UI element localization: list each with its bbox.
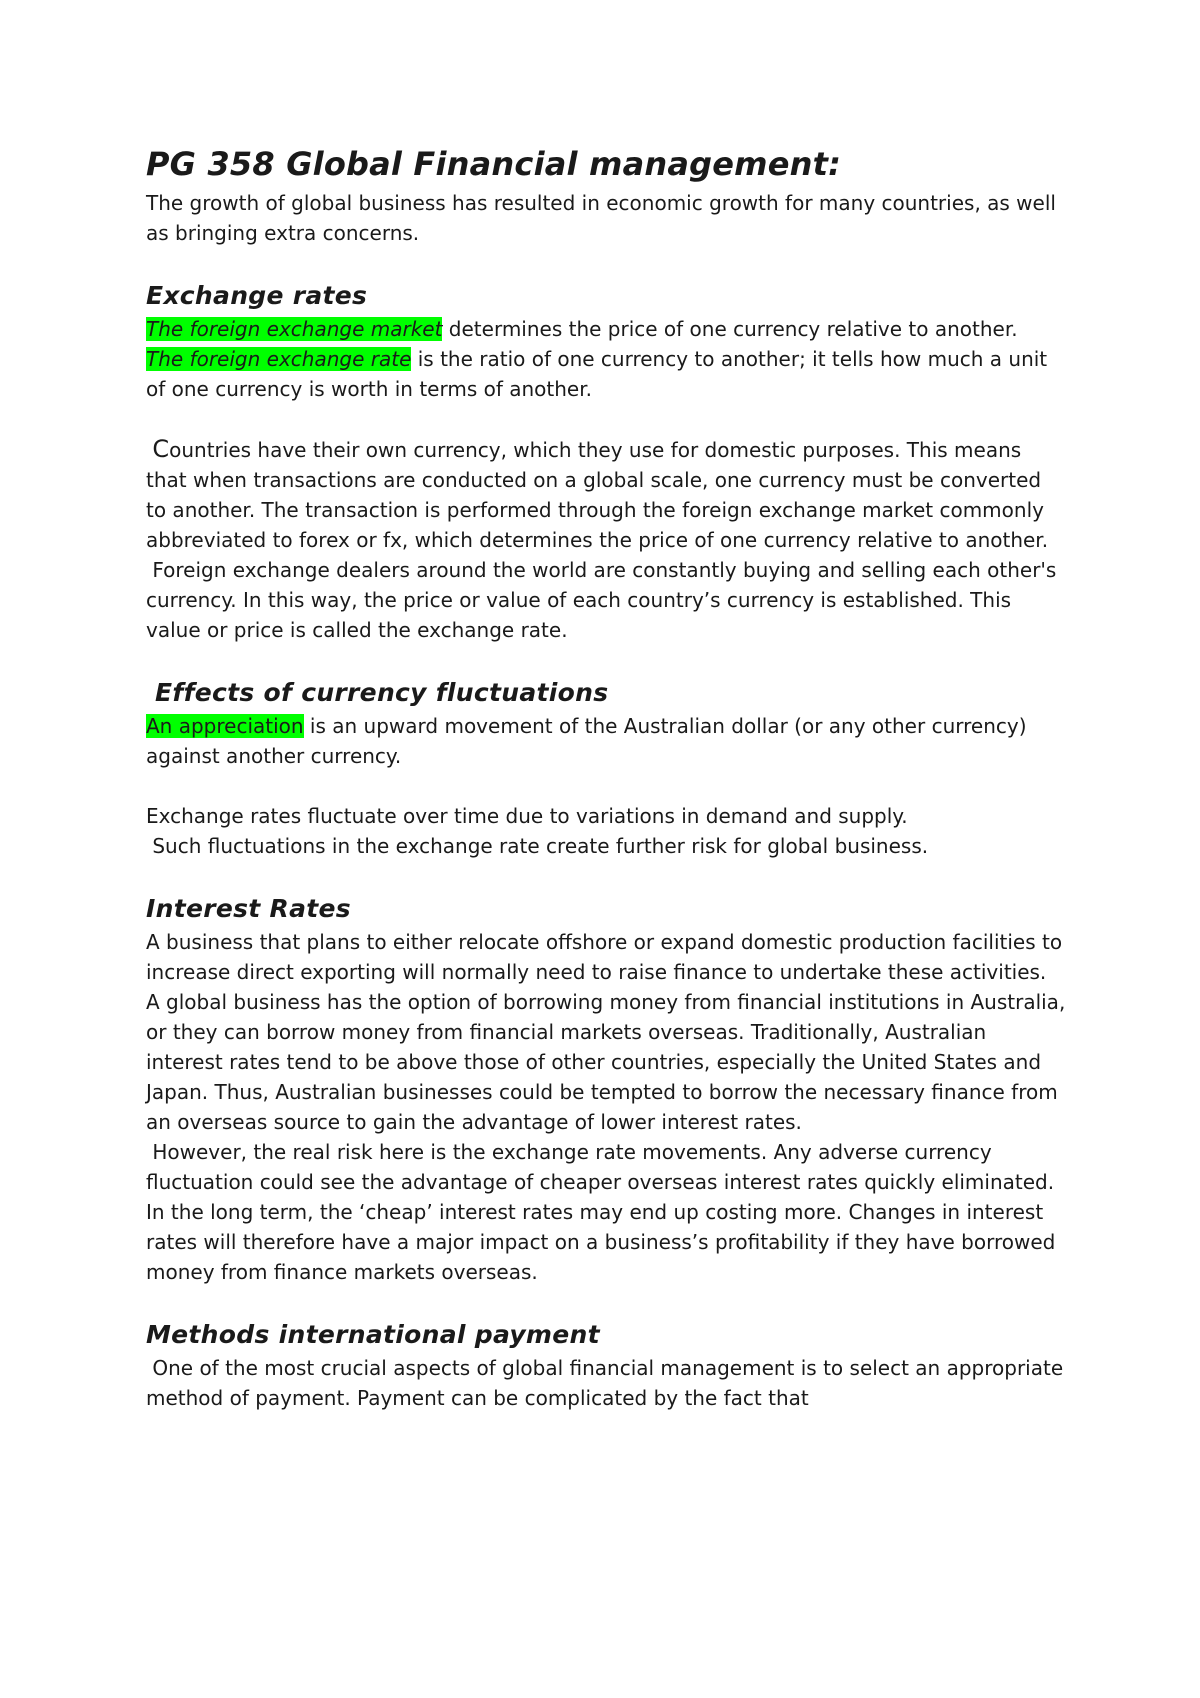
appreciation-text: is an upward movement of the Australian dollar (or any other currency) against another currency.: [146, 714, 1027, 768]
spacer: [146, 645, 1066, 675]
risk-text: Such fluctuations in the exchange rate create further risk for global business.: [152, 834, 929, 858]
drop-letter: C: [152, 435, 170, 463]
exchange-risk-text: However, the real risk here is the exchange rate movements. Any adverse currency fluctuation could see the advantage of cheaper overseas interest rates quickly eliminated. In the long term, the ‘cheap’ interest rates may end up costing more. Changes in interest rates will therefore have a major impact on a business’s profitability if they have borrowed money from finance markets overseas.: [146, 1140, 1056, 1284]
dealers-text: Foreign exchange dealers around the world are constantly buying and selling each other's currency. In this way, the price or value of each country’s currency is established. This value or price is called the exchange rate.: [146, 558, 1057, 642]
interest-rates-paragraph: A business that plans to either relocate offshore or expand domestic production facilities to increase direct exporting will normally need to raise finance to undertake these activities. A global business has the option of borrowing money from financial institutions in Australia, or they can borrow money from financial markets overseas. Traditionally, Australian interest rates tend to be above those of other countries, especially the United States and Japan. Thus, Australian businesses could be tempted to borrow the necessary finance from an overseas source to gain the advantage of lower interest rates.: [146, 930, 1066, 1134]
exchange-rate-text: is the ratio of one currency to another; it tells how much a unit of one currency is worth in terms of another.: [146, 347, 1048, 401]
highlight-appreciation: An appreciation: [146, 714, 304, 738]
highlight-foreign-exchange-market: The foreign exchange market: [146, 317, 443, 341]
risk-paragraph: [146, 831, 1066, 861]
document-title: PG 358 Global Financial management:: [146, 145, 842, 183]
exchange-risk-paragraph: [146, 1137, 1066, 1287]
fluctuate-paragraph: Exchange rates fluctuate over time due to variations in demand and supply.: [146, 804, 908, 828]
document-page: [146, 142, 1066, 1413]
exchange-rate-paragraph: [146, 344, 1066, 404]
highlight-foreign-exchange-rate: The foreign exchange rate: [146, 347, 412, 371]
payment-methods-paragraph: [146, 1353, 1066, 1413]
exchange-market-paragraph: [146, 314, 1066, 344]
spacer: [146, 861, 1066, 891]
intro-paragraph: The growth of global business has resulted in economic growth for many countries, as well as bringing extra concerns.: [146, 191, 1056, 245]
heading-effects-of-currency-fluctuations: [146, 675, 1066, 711]
heading-exchange-rates: Exchange rates: [146, 281, 368, 310]
spacer: [146, 248, 1066, 278]
countries-currency-paragraph: [146, 434, 1066, 555]
countries-currency-text: ountries have their own currency, which they use for domestic purposes. This means that when transactions are conducted on a global scale, one currency must be converted to another. The transaction is performed through the foreign exchange market commonly abbreviated to forex or fx, which determines the price of one currency relative to another.: [146, 438, 1049, 552]
dealers-paragraph: [146, 555, 1066, 645]
heading-effects-text: Effects of currency fluctuations: [155, 678, 609, 707]
spacer: [146, 1287, 1066, 1317]
payment-methods-text: One of the most crucial aspects of global financial management is to select an appropriate method of payment. Payment can be complicated by the fact that: [146, 1356, 1064, 1410]
heading-methods-international-payment: Methods international payment: [146, 1320, 600, 1349]
heading-interest-rates: Interest Rates: [146, 894, 351, 923]
exchange-market-text: determines the price of one currency relative to another.: [442, 317, 1018, 341]
appreciation-paragraph: [146, 711, 1066, 771]
spacer: [146, 404, 1066, 434]
spacer: [146, 771, 1066, 801]
